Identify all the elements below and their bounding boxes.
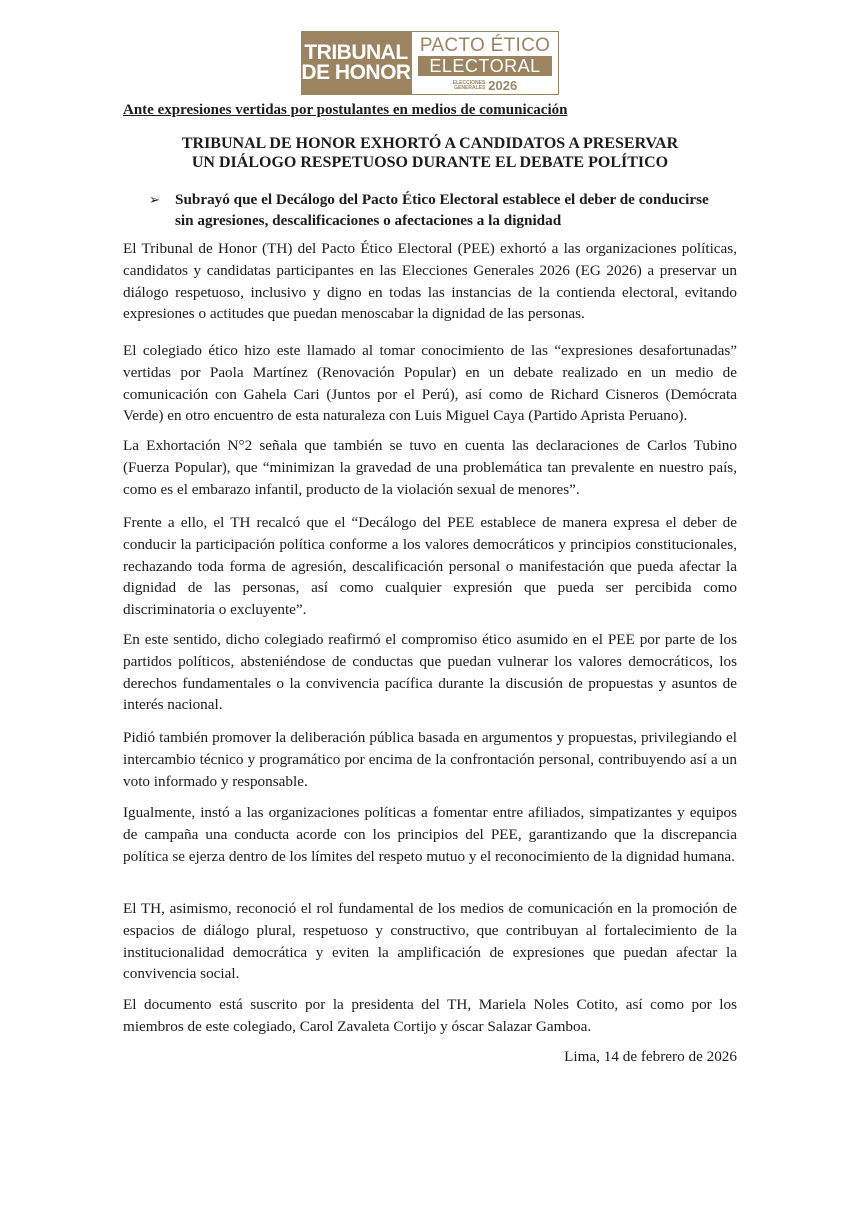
paragraph-6: Pidió también promover la deliberación pública basada en argumentos y propuestas, privilegiando el intercambio técnico y programático por encima de la confrontación personal, contribuyendo así a un voto informado y responsable. (123, 729, 737, 790)
logo-small-line2: GENERALES (454, 84, 486, 91)
logo-right-line2: ELECTORAL (418, 56, 552, 76)
document-title-line1: TRIBUNAL DE HONOR EXHORTÓ A CANDIDATOS A PRESERVAR (181, 135, 679, 152)
paragraph-8: El TH, asimismo, reconoció el rol fundamental de los medios de comunicación en la promoción de espacios de diálogo plural, respetuoso y constructivo, que contribuyan al fortalecimiento de la institucionalidad democrática y eviten la amplificación de expresiones que puedan afectar la convivencia social. (123, 900, 737, 983)
bullet-text-line2: sin agresiones, descalificaciones o afectaciones a la dignidad (175, 212, 562, 229)
header-logo (301, 31, 559, 95)
logo-elections-year (412, 78, 558, 93)
logo-left-line1: TRIBUNAL (304, 41, 408, 64)
bullet-text-line1: Subrayó que el Decálogo del Pacto Ético Electoral establece el deber de conducirse (175, 191, 709, 208)
paragraph-5: En este sentido, dicho colegiado reafirmó el compromiso ético asumido en el PEE por parte de los partidos políticos, absteniéndose de conductas que puedan vulnerar los valores democráticos, los derechos fundamentales o la convivencia pacífica durante la discusión de propuestas y asuntos de interés nacional. (123, 631, 737, 714)
paragraph-3: La Exhortación N°2 señala que también se tuvo en cuenta las declaraciones de Carlos Tubino (Fuerza Popular), que “minimizan la gravedad de una problemática tan prevalente en nuestro país, como es el embarazo infantil, producto de la violación sexual de menores”. (123, 437, 737, 498)
paragraph-1: El Tribunal de Honor (TH) del Pacto Ético Electoral (PEE) exhortó a las organizaciones políticas, candidatos y candidatas participantes en las Elecciones Generales 2026 (EG 2026) a preservar un diálogo respetuoso, inclusivo y digno en todas las instancias de la contienda electoral, evitando expresiones o actitudes que puedan menoscabar la dignidad de las personas. (123, 240, 737, 323)
tribunal-de-honor-logo (301, 31, 411, 95)
paragraph-2: El colegiado ético hizo este llamado al tomar conocimiento de las “expresiones desafortunadas” vertidas por Paola Martínez (Renovación Popular) en un debate realizado en un medio de comunicación con Gahela Cari (Juntos por el Perú), así como de Richard Cisneros (Demócrata Verde) en otro encuentro de esta naturaleza con Luis Miguel Caya (Partido Aprista Peruano). (123, 342, 737, 425)
paragraph-7: Igualmente, instó a las organizaciones políticas a fomentar entre afiliados, simpatizantes y equipos de campaña una conducta acorde con los principios del PEE, garantizando que la discrepancia política se ejerza dentro de los límites del respeto mutuo y el reconocimiento de la dignidad humana. (123, 804, 737, 865)
logo-small-line1: ELECCIONES (452, 79, 486, 86)
document-subtitle: Ante expresiones vertidas por postulantes en medios de comunicación (123, 102, 568, 118)
logo-left-line2: DE HONOR (301, 61, 411, 84)
document-date: Lima, 14 de febrero de 2026 (564, 1048, 737, 1065)
paragraph-4: Frente a ello, el TH recalcó que el “Decálogo del PEE establece de manera expresa el deber de conducir la participación política conforme a los valores democráticos y principios constitucionales, rechazando toda forma de agresión, descalificación personal o manifestación que pueda afectar la dignidad de las personas, así como cualquier expresión que pueda ser percibida como discriminatoria o excluyente”. (123, 514, 737, 619)
paragraph-9: El documento está suscrito por la presidenta del TH, Mariela Noles Cotito, así como por los miembros de este colegiado, Carol Zavaleta Cortijo y óscar Salazar Gamboa. (123, 996, 737, 1035)
document-title-line2: UN DIÁLOGO RESPETUOSO DURANTE EL DEBATE POLÍTICO (191, 154, 669, 171)
pacto-etico-electoral-logo (411, 31, 559, 95)
logo-right-line1: PACTO ÉTICO (419, 35, 551, 56)
logo-year: 2026 (488, 78, 518, 93)
logo-small-text (453, 81, 486, 91)
bullet-arrow-icon: ➢ (149, 192, 160, 207)
